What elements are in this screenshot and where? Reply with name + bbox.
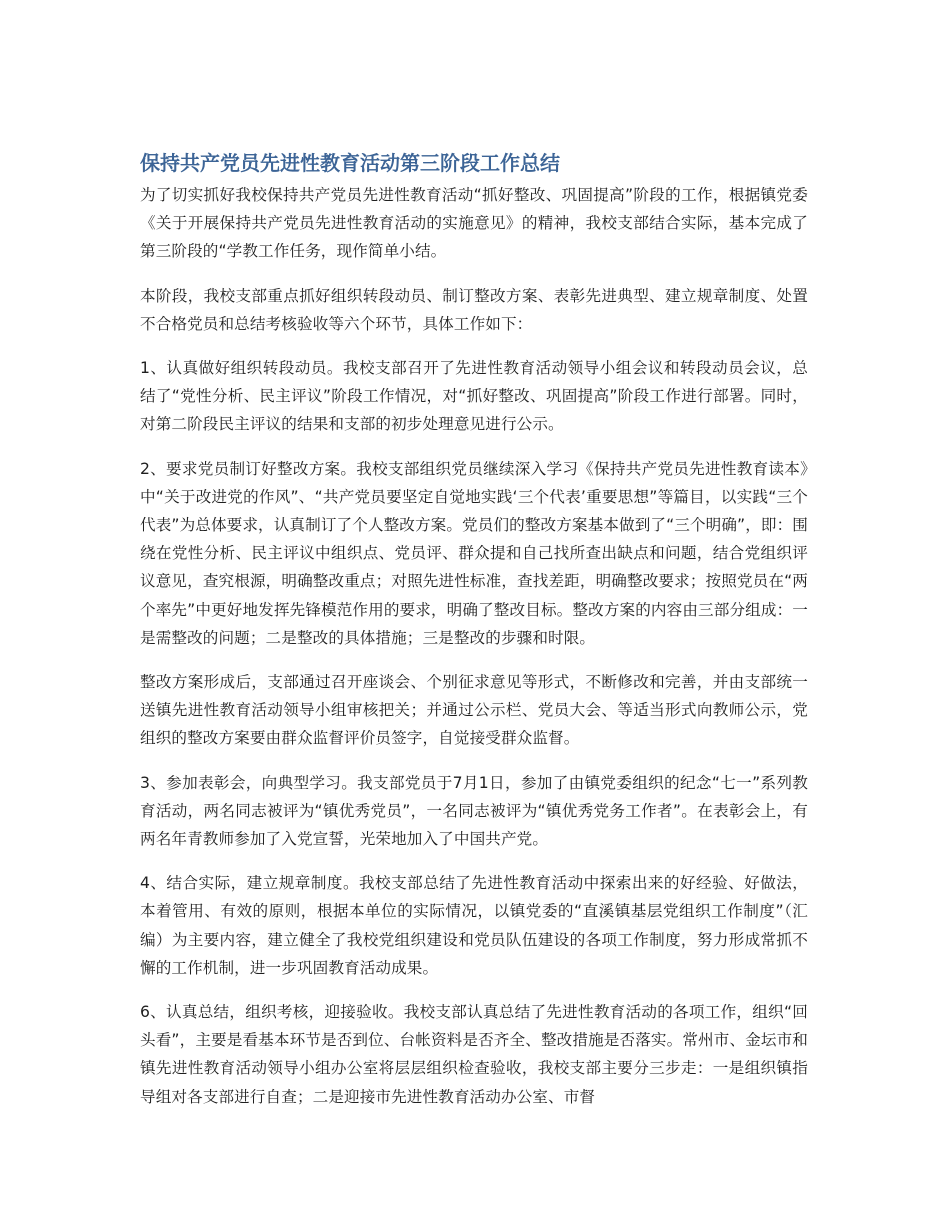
document-title: 保持共产党员先进性教育活动第三阶段工作总结 <box>140 151 560 175</box>
paragraph-overview: 本阶段，我校支部重点抓好组织转段动员、制订整改方案、表彰先进典型、建立规章制度、处置不合格党员和总结考核验收等六个环节，具体工作如下： <box>140 286 808 333</box>
document-page <box>140 148 808 1127</box>
paragraph-item-3: 3、参加表彰会，向典型学习。我支部党员于7月1日，参加了由镇党委组织的纪念“七一”系列教育活动，两名同志被评为“镇优秀党员”，一名同志被评为“镇优秀党务工作者”。在表彰会上，有两名年青教师参加了入党宣誓，光荣地加入了中国共产党。 <box>140 773 808 849</box>
paragraph-item-6: 6、认真总结，组织考核，迎接验收。我校支部认真总结了先进性教育活动的各项工作，组织“回头看”，主要是看基本环节是否到位、台帐资料是否齐全、整改措施是否落实。常州市、金坛市和镇先进性教育活动领导小组办公室将层层组织检查验收，我校支部主要分三步走：一是组织镇指导组对各支部进行自查；二是迎接市先进性教育活动办公室、市督 <box>140 1003 808 1106</box>
paragraph-item-2: 2、要求党员制订好整改方案。我校支部组织党员继续深入学习《保持共产党员先进性教育读本》中“关于改进党的作风”、“共产党员要坚定自觉地实践‘三个代表’重要思想”等篇目，以实践“三个代表”为总体要求，认真制订了个人整改方案。党员们的整改方案基本做到了“三个明确”，即：围绕在党性分析、民主评议中组织点、党员评、群众提和自己找所查出缺点和问题，结合党组织评议意见，查究根源，明确整改重点；对照先进性标准，查找差距，明确整改要求；按照党员在“两个率先”中更好地发挥先锋模范作用的要求，明确了整改目标。整改方案的内容由三部分组成：一是需整改的问题；二是整改的具体措施；三是整改的步骤和时限。 <box>140 459 808 647</box>
paragraph-item-2-followup: 整改方案形成后，支部通过召开座谈会、个别征求意见等形式，不断修改和完善，并由支部统一送镇先进性教育活动领导小组审核把关；并通过公示栏、党员大会、等适当形式向教师公示，党组织的整改方案要由群众监督评价员签字，自觉接受群众监督。 <box>140 673 808 748</box>
paragraph-item-4: 4、结合实际，建立规章制度。我校支部总结了先进性教育活动中探索出来的好经验、好做法，本着管用、有效的原则，根据本单位的实际情况，以镇党委的“直溪镇基层党组织工作制度”（汇编）为主要内容，建立健全了我校党组织建设和党员队伍建设的各项工作制度，努力形成常抓不懈的工作机制，进一步巩固教育活动成果。 <box>140 874 808 977</box>
paragraph-item-1: 1、认真做好组织转段动员。我校支部召开了先进性教育活动领导小组会议和转段动员会议，总结了“党性分析、民主评议”阶段工作情况，对“抓好整改、巩固提高”阶段工作进行部署。同时，对第二阶段民主评议的结果和支部的初步处理意见进行公示。 <box>140 359 808 434</box>
paragraph-intro: 为了切实抓好我校保持共产党员先进性教育活动“抓好整改、巩固提高”阶段的工作，根据镇党委《关于开展保持共产党员先进性教育活动的实施意见》的精神，我校支部结合实际，基本完成了第三阶段的“学教工作任务，现作简单小结。 <box>140 186 808 261</box>
